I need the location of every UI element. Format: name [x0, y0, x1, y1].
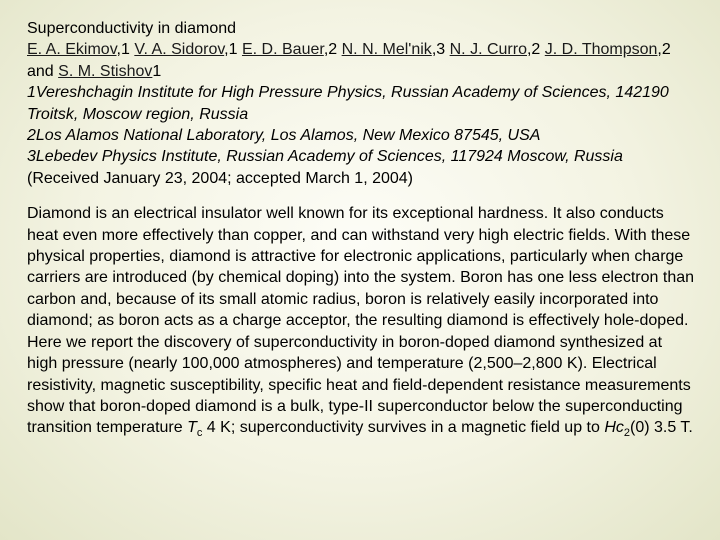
author-link[interactable]: E. A. Ekimov [27, 41, 117, 59]
author-link[interactable]: V. A. Sidorov [134, 41, 225, 59]
tc-symbol: T [187, 419, 197, 437]
author-list: E. A. Ekimov,1 V. A. Sidorov,1 E. D. Bauer,2 N. N. Mel'nik,3 N. J. Curro,2 J. D. Thompson,2 and S. M. Stishov1 [27, 41, 671, 80]
affiliation: 3Lebedev Physics Institute, Russian Academy of Sciences, 117924 Moscow, Russia [27, 148, 623, 166]
author-link[interactable]: J. D. Thompson [544, 41, 658, 59]
abstract-body: Diamond is an electrical insulator well known for its exceptional hardness. It also conducts heat even more effectively than copper, and can withstand very high electric fields. With these physical properties, diamond is attractive for electronic applications, particularly when charge carriers are introduced (by chemical doping) into the system. Boron has one less electron than carbon and, because of its small atomic radius, boron is relatively easily incorporated into diamond; as boron acts as a charge acceptor, the resulting diamond is effectively hole-doped. Here we report the discovery of superconductivity in boron-doped diamond synthesized at high pressure (nearly 100,000 atmospheres) and temperature (2,500–2,800 K). Electrical resistivity, magnetic susceptibility, specific heat and field-dependent resistance measurements show that boron-doped diamond is a bulk, type-II superconductor below the superconducting transition temperature [27, 205, 695, 437]
abstract: Diamond is an electrical insulator well known for its exceptional hardness. It also conducts heat even more effectively than copper, and can withstand very high electric fields. With these physical properties, diamond is attractive for electronic applications, particularly when charge carriers are introduced (by chemical doping) into the system. Boron has one less electron than carbon and, because of its small atomic radius, boron is relatively easily incorporated into diamond; as boron acts as a charge acceptor, the resulting diamond is effectively hole-doped. Here we report the discovery of superconductivity in boron-doped diamond synthesized at high pressure (nearly 100,000 atmospheres) and temperature (2,500–2,800 K). Electrical resistivity, magnetic susceptibility, specific heat and field-dependent resistance measurements show that boron-doped diamond is a bulk, type-II superconductor below the superconducting transition temperature $T_c$ 4 K; superconductivity survives in a magnetic field up to $Hc_2(0)$ 3.5 T. [27, 205, 695, 440]
author-link[interactable]: E. D. Bauer [241, 41, 324, 59]
received-dates: (Received January 23, 2004; accepted March 1, 2004) [27, 169, 414, 187]
paper-header [27, 18, 695, 189]
affiliation: 1Vereshchagin Institute for High Pressure Physics, Russian Academy of Sciences, 142190 Troitsk, Moscow region, Russia [27, 84, 669, 123]
hc-subscript: 2 [623, 427, 631, 440]
hc-symbol: Hc [604, 419, 624, 437]
author-link[interactable]: S. M. Stishov [58, 62, 153, 80]
author-link[interactable]: N. J. Curro [449, 41, 527, 59]
content [27, 18, 695, 439]
affiliation: 2Los Alamos National Laboratory, Los Alamos, New Mexico 87545, USA [27, 127, 541, 145]
paper-title: Superconductivity in diamond [27, 20, 237, 37]
tc-subscript: c [196, 427, 203, 440]
author-link[interactable]: N. N. Mel'nik [341, 41, 432, 59]
